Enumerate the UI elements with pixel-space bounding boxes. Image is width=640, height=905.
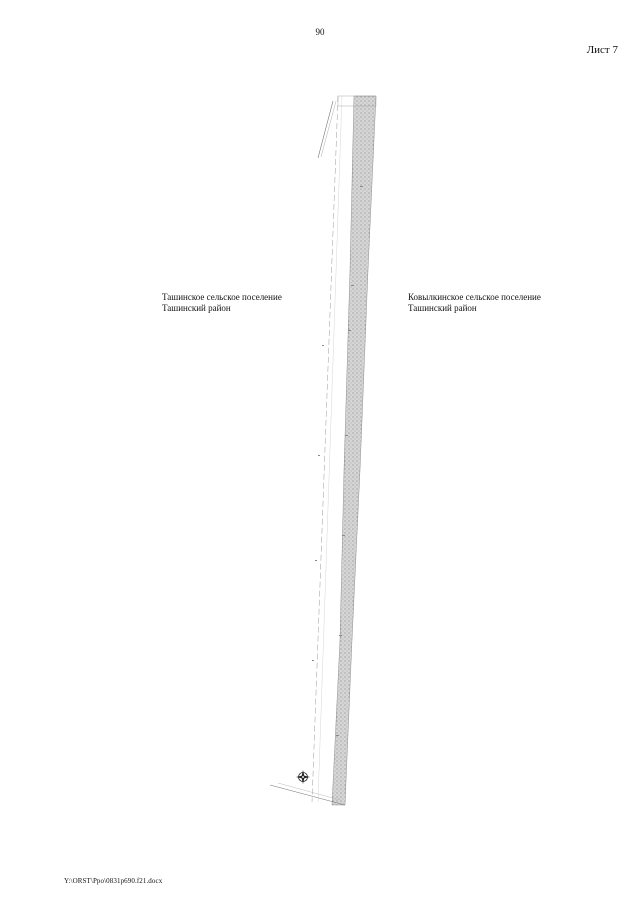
boundary-line [321,101,336,157]
parcel-strip [332,96,376,805]
right-district-name: Ташинский район [408,303,477,313]
right-settlement-name: Ковылкинское сельское поселение [408,292,541,302]
left-region-label [162,292,282,314]
boundary-line [278,783,340,800]
sheet-label: Лист 7 [586,44,618,56]
page-number: 90 [315,27,325,37]
compass-rose-icon [296,770,310,784]
right-region-label [408,292,541,314]
boundary-line [318,101,333,158]
file-path: Y:\ORST\Ppo\0831p690.f21.docx [64,877,163,885]
left-district-name: Ташинский район [162,303,231,313]
boundary-line [312,96,338,802]
left-settlement-name: Ташинское сельское поселение [162,292,282,302]
